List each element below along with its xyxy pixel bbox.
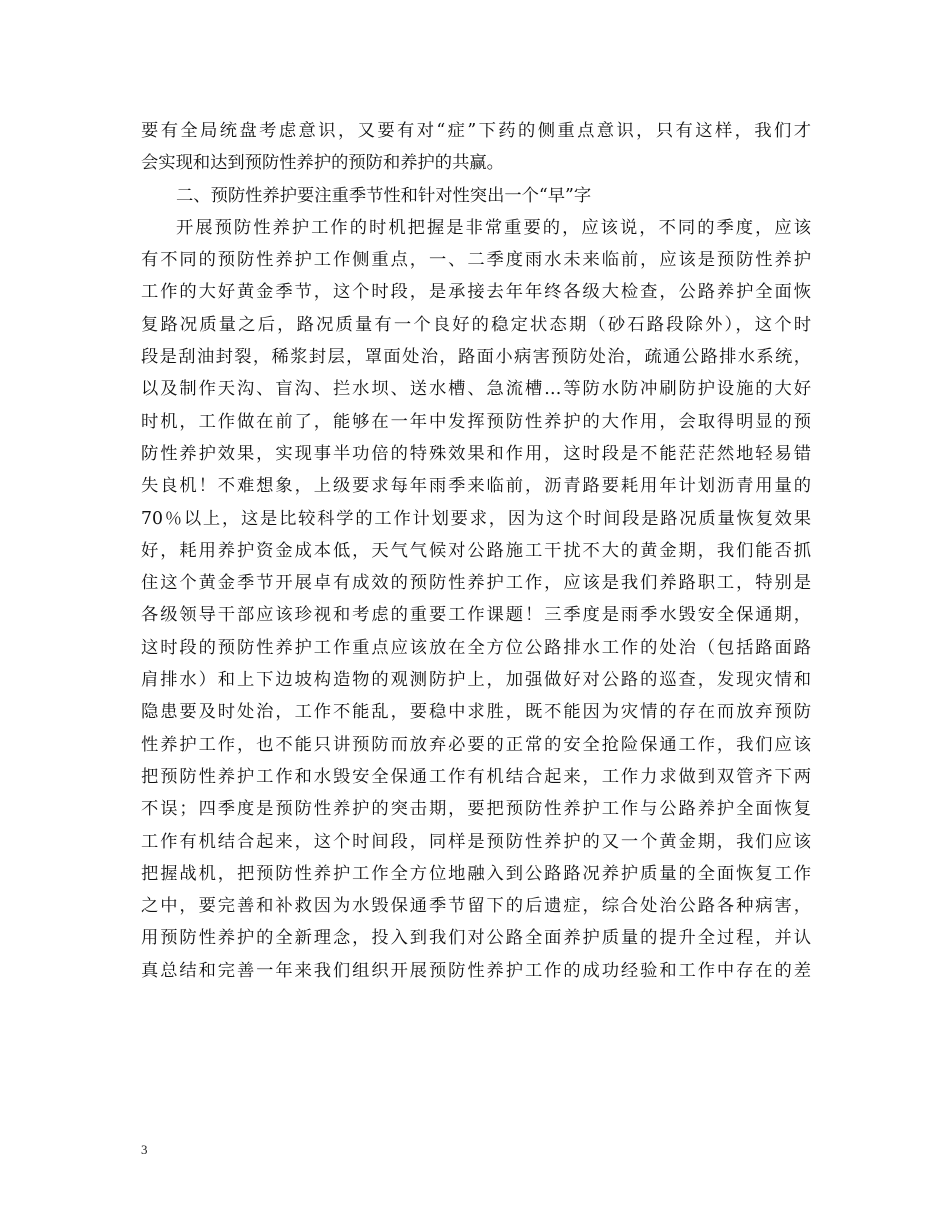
text-line: 会实现和达到预防性养护的预防和养护的共赢。: [141, 153, 504, 174]
text-line: 住这个黄金季节开展卓有成效的预防性养护工作，应该是我们养路职工，特别是: [141, 573, 811, 594]
text-line: 要有全局统盘考虑意识，又要有对“症”下药的侧重点意识，只有这样，我们才: [141, 121, 811, 141]
text-line: 各级领导干部应该珍视和考虑的重要工作课题！三季度是雨季水毁安全保通期，: [141, 605, 811, 626]
page-number: 3: [141, 1142, 148, 1157]
text-line: 防性养护效果，实现事半功倍的特殊效果和作用，这时段是不能茫茫然地轻易错: [141, 443, 811, 464]
text-line: 用预防性养护的全新理念，投入到我们对公路全面养护质量的提升全过程，并认: [141, 928, 811, 949]
text-line: 不误；四季度是预防性养护的突击期，要把预防性养护工作与公路养护全面恢复: [141, 799, 811, 820]
text-line: 二、预防性养护要注重季节性和针对性突出一个“早”字: [176, 185, 592, 206]
text-line: 隐患要及时处治，工作不能乱，要稳中求胜，既不能因为灾情的存在而放弃预防: [141, 702, 811, 723]
body-text: [141, 115, 811, 987]
text-line: 之中，要完善和补救因为水毁保通季节留下的后遗症，综合处治公路各种病害，: [141, 896, 811, 917]
text-line: 时机，工作做在前了，能够在一年中发挥预防性养护的大作用，会取得明显的预: [141, 411, 811, 432]
text-line: 肩排水）和上下边坡构造物的观测防护上，加强做好对公路的巡查，发现灾情和: [141, 670, 811, 691]
text-line: 有不同的预防性养护工作侧重点，一、二季度雨水未来临前，应该是预防性养护: [141, 250, 811, 271]
text-line: 失良机！不难想象，上级要求每年雨季来临前，沥青路要耗用年计划沥青用量的: [141, 476, 811, 497]
text-line: 70％以上，这是比较科学的工作计划要求，因为这个时间段是路况质量恢复效果: [141, 508, 811, 529]
text-line: 真总结和完善一年来我们组织开展预防性养护工作的成功经验和工作中存在的差: [141, 960, 811, 981]
text-line: 把预防性养护工作和水毁安全保通工作有机结合起来，工作力求做到双管齐下两: [141, 766, 811, 787]
text-line: 段是刮油封裂，稀浆封层，罩面处治，路面小病害预防处治，疏通公路排水系统，: [141, 347, 811, 368]
text-line: 工作的大好黄金季节，这个时段，是承接去年年终各级大检查，公路养护全面恢: [141, 282, 811, 303]
text-line: 把握战机，把预防性养护工作全方位地融入到公路路况养护质量的全面恢复工作: [141, 863, 811, 884]
text-line: 以及制作天沟、盲沟、拦水坝、送水槽、急流槽…等防水防冲刷防护设施的大好: [141, 379, 811, 400]
text-line: 这时段的预防性养护工作重点应该放在全方位公路排水工作的处治（包括路面路: [141, 637, 811, 658]
text-line: 好，耗用养护资金成本低，天气气候对公路施工干扰不大的黄金期，我们能否抓: [141, 540, 811, 561]
text-line: 复路况质量之后，路况质量有一个良好的稳定状态期（砂石路段除外），这个时: [141, 314, 811, 335]
text-line: 工作有机结合起来，这个时间段，同样是预防性养护的又一个黄金期，我们应该: [141, 831, 811, 852]
text-line: 性养护工作，也不能只讲预防而放弃必要的正常的安全抢险保通工作，我们应该: [141, 734, 811, 755]
text-line: 开展预防性养护工作的时机把握是非常重要的，应该说，不同的季度，应该: [176, 217, 811, 238]
